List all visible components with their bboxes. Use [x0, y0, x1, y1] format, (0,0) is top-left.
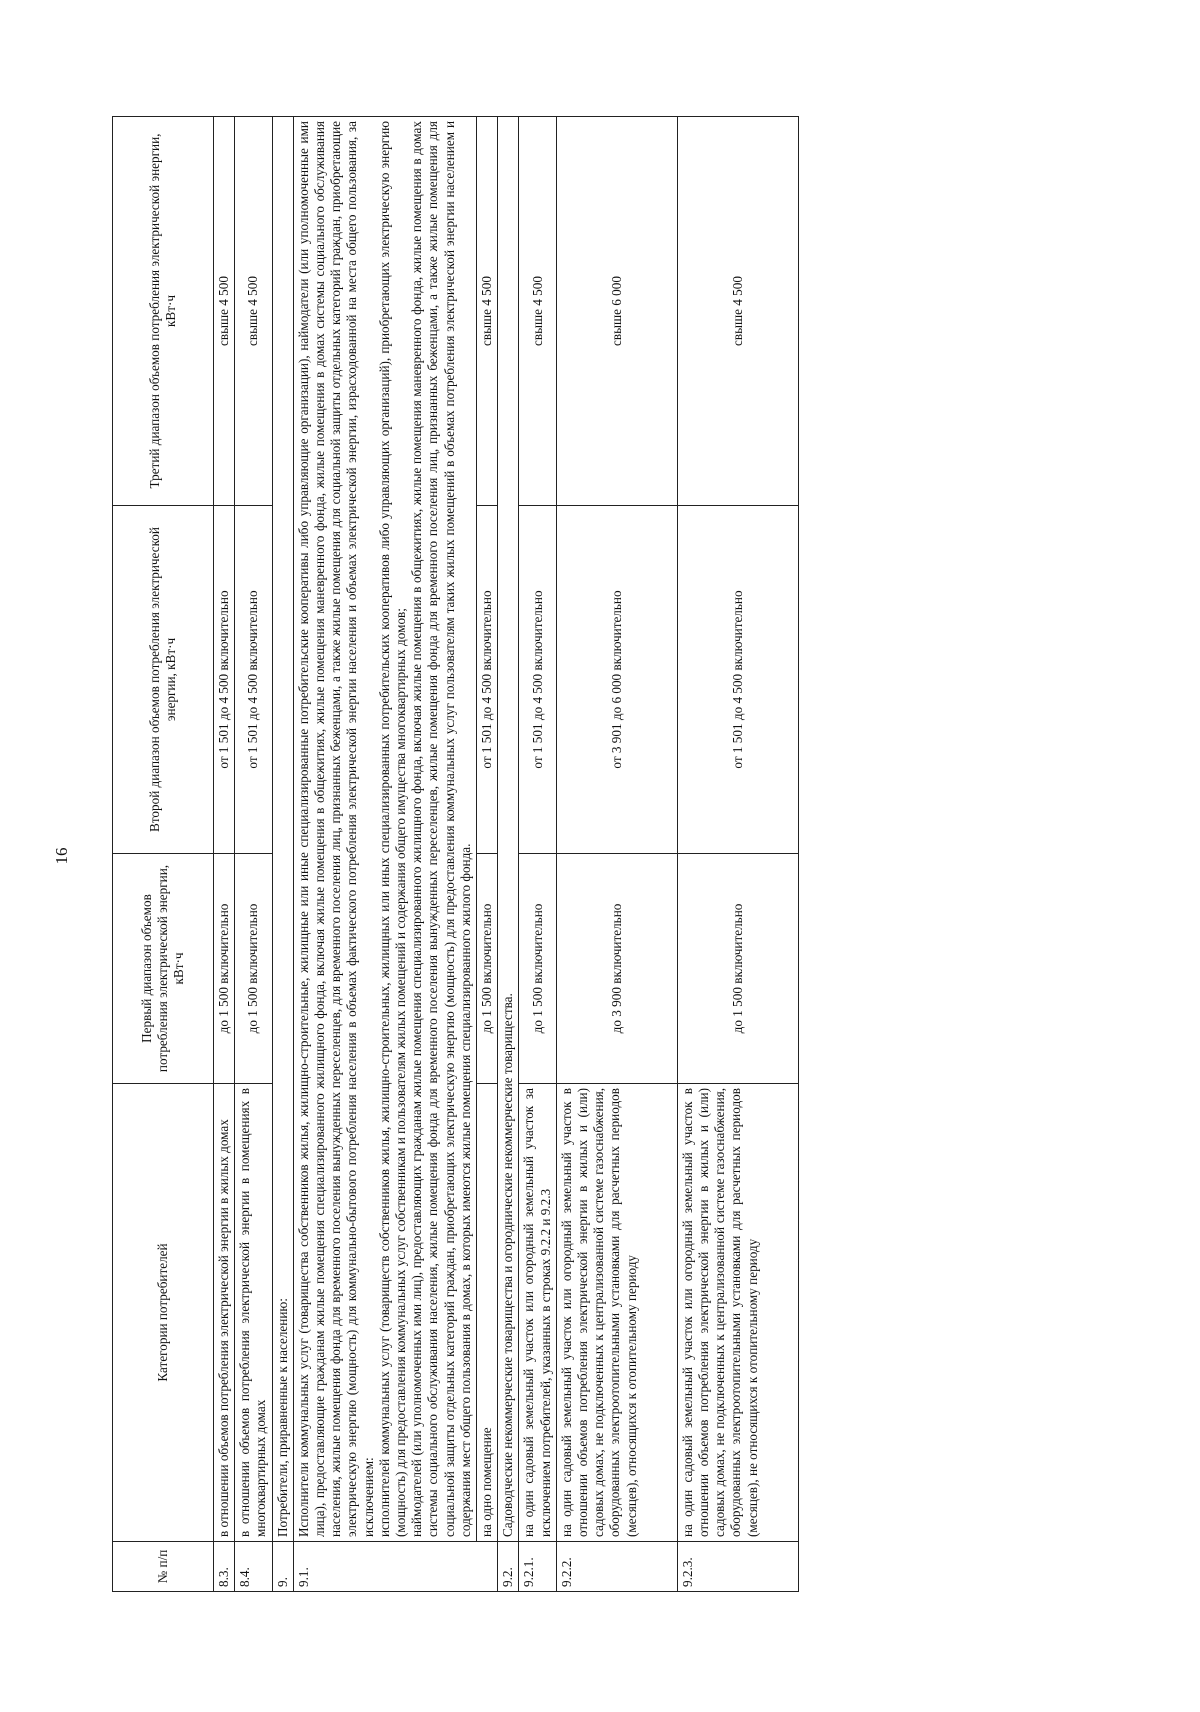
- header-category: Категории потребителей: [113, 1084, 214, 1542]
- row-number: 9.1.: [293, 1542, 497, 1592]
- row-range-3: свыше 4 500: [677, 117, 798, 506]
- row-range-3: свыше 4 500: [477, 117, 498, 506]
- row-range-1: до 1 500 включительно: [519, 854, 556, 1084]
- page-number: 16: [52, 847, 71, 865]
- header-num: № п/п: [113, 1542, 214, 1592]
- row-number: 8.4.: [235, 1542, 272, 1592]
- row-number: 9.2.3.: [677, 1542, 798, 1592]
- row-description: [293, 117, 476, 1542]
- row-range-1: до 1 500 включительно: [677, 854, 798, 1084]
- row-category: на один садовый земельный участок или огородный земельный участок в отношении объемов потребления электрической энергии в жилых и (или) садовых домах, не подключенных к централизованной системе газоснабжения, оборудованных электроотопительными установками для расчетных периодов (месяцев), относящихся к отопительному периоду: [556, 1084, 677, 1542]
- row-range-2: от 1 501 до 4 500 включительно: [677, 506, 798, 854]
- row-range-2: от 3 901 до 6 000 включительно: [556, 506, 677, 854]
- table-row: [477, 117, 498, 1592]
- row-range-2: от 1 501 до 4 500 включительно: [214, 506, 235, 854]
- row-range-2: от 1 501 до 4 500 включительно: [519, 506, 556, 854]
- row-number: 9.2.2.: [556, 1542, 677, 1592]
- rotated-table-container: [112, 117, 1126, 1592]
- row-range-1: до 1 500 включительно: [214, 854, 235, 1084]
- row-number: 9.2.: [498, 1542, 519, 1592]
- section-heading: Потребители, приравненные к населению:: [272, 117, 293, 1542]
- description-paragraph: исполнителей коммунальных услуг (товариществ собственников жилья, жилищно-строительных, жилищных или иных специализированных потребительских кооперативов либо управляющих организаций), приобретающих электрическую энергию (мощность) для предоставления коммунальных услуг собственникам и пользователям жилых помещений и содержания общего имущества многоквартирных домов;: [376, 121, 409, 1537]
- table-row: [556, 117, 677, 1592]
- row-category: в отношении объемов потребления электрической энергии в помещениях в многоквартирных домах: [235, 1084, 272, 1542]
- header-range-3: Третий диапазон объемов потребления электрической энергии, кВт·ч: [113, 117, 214, 506]
- table-row: [272, 117, 293, 1592]
- row-range-3: свыше 6 000: [556, 117, 677, 506]
- consumption-ranges-table: [112, 116, 799, 1592]
- row-range-3: свыше 4 500: [214, 117, 235, 506]
- row-number: 8.3.: [214, 1542, 235, 1592]
- row-range-1: до 1 500 включительно: [477, 854, 498, 1084]
- row-range-2: от 1 501 до 4 500 включительно: [477, 506, 498, 854]
- header-range-2: Второй диапазон объемов потребления электрической энергии, кВт·ч: [113, 506, 214, 854]
- row-number: 9.: [272, 1542, 293, 1592]
- row-range-1: до 1 500 включительно: [235, 854, 272, 1084]
- row-range-1: до 3 900 включительно: [556, 854, 677, 1084]
- description-paragraph: наймодателей (или уполномоченных ими лиц), предоставляющих гражданам жилые помещения специализированного жилищного фонда, включая жилые помещения в общежитиях, жилые помещения маневренного фонда, жилые помещения в домах системы социального обслуживания населения, жилые помещения фонда для временного поселения вынужденных переселенцев, жилые помещения фонда для временного поселения лиц, признанных беженцами, а также жилые помещения для социальной защиты отдельных категорий граждан, приобретающих электрическую энергию (мощность) для предоставления коммунальных услуг пользователям таких жилых помещений в объемах потребления электрической энергии населением и содержания мест общего пользования в домах, в которых имеются жилые помещения специализированного жилого фонда.: [409, 121, 473, 1537]
- table-row: [677, 117, 798, 1592]
- row-range-2: от 1 501 до 4 500 включительно: [235, 506, 272, 854]
- row-number: 9.2.1.: [519, 1542, 556, 1592]
- description-paragraph: Исполнители коммунальных услуг (товарищества собственников жилья, жилищно-строительные, жилищные или иные специализированные потребительские кооперативы либо управляющие организации), наймодатели (или уполномоченные ими лица), предоставляющие гражданам жилые помещения специализированного жилищного фонда, включая жилые помещения в общежитиях, жилые помещения маневренного фонда, жилые помещения в домах системы социального обслуживания населения, жилые помещения фонда для временного поселения вынужденных переселенцев, для временного поселения лиц, признанных беженцами, а также жилые помещения для социальной защиты отдельных категорий граждан, приобретающие электрическую энергию (мощность) для коммунально-бытового потребления населения в объемах фактического потребления электрической энергии населения и объемах электрической энергии, израсходованной на места общего пользования, за исключением:: [295, 121, 376, 1537]
- section-heading: Садоводческие некоммерческие товарищества и огороднические некоммерческие товарищества.: [498, 117, 519, 1542]
- table-row: [235, 117, 272, 1592]
- table-header-row: [113, 117, 214, 1592]
- row-range-3: свыше 4 500: [519, 117, 556, 506]
- header-range-1: Первый диапазон объемов потребления электрической энергии, кВт·ч: [113, 854, 214, 1084]
- row-category: в отношении объемов потребления электрической энергии в жилых домах: [214, 1084, 235, 1542]
- table-row: [293, 117, 476, 1592]
- row-category: на одно помещение: [477, 1084, 498, 1542]
- row-category: на один садовый земельный участок или огородный земельный участок за исключением потребителей, указанных в строках 9.2.2 и 9.2.3: [519, 1084, 556, 1542]
- table-row: [519, 117, 556, 1592]
- row-category: на один садовый земельный участок или огородный земельный участок в отношении объемов потребления электрической энергии в жилых и (или) садовых домах, не подключенных к централизованной системе газоснабжения, оборудованных электроотопительными установками для расчетных периодов (месяцев), не относящихся к отопительному периоду: [677, 1084, 798, 1542]
- row-range-3: свыше 4 500: [235, 117, 272, 506]
- table-row: [214, 117, 235, 1592]
- table-row: [498, 117, 519, 1592]
